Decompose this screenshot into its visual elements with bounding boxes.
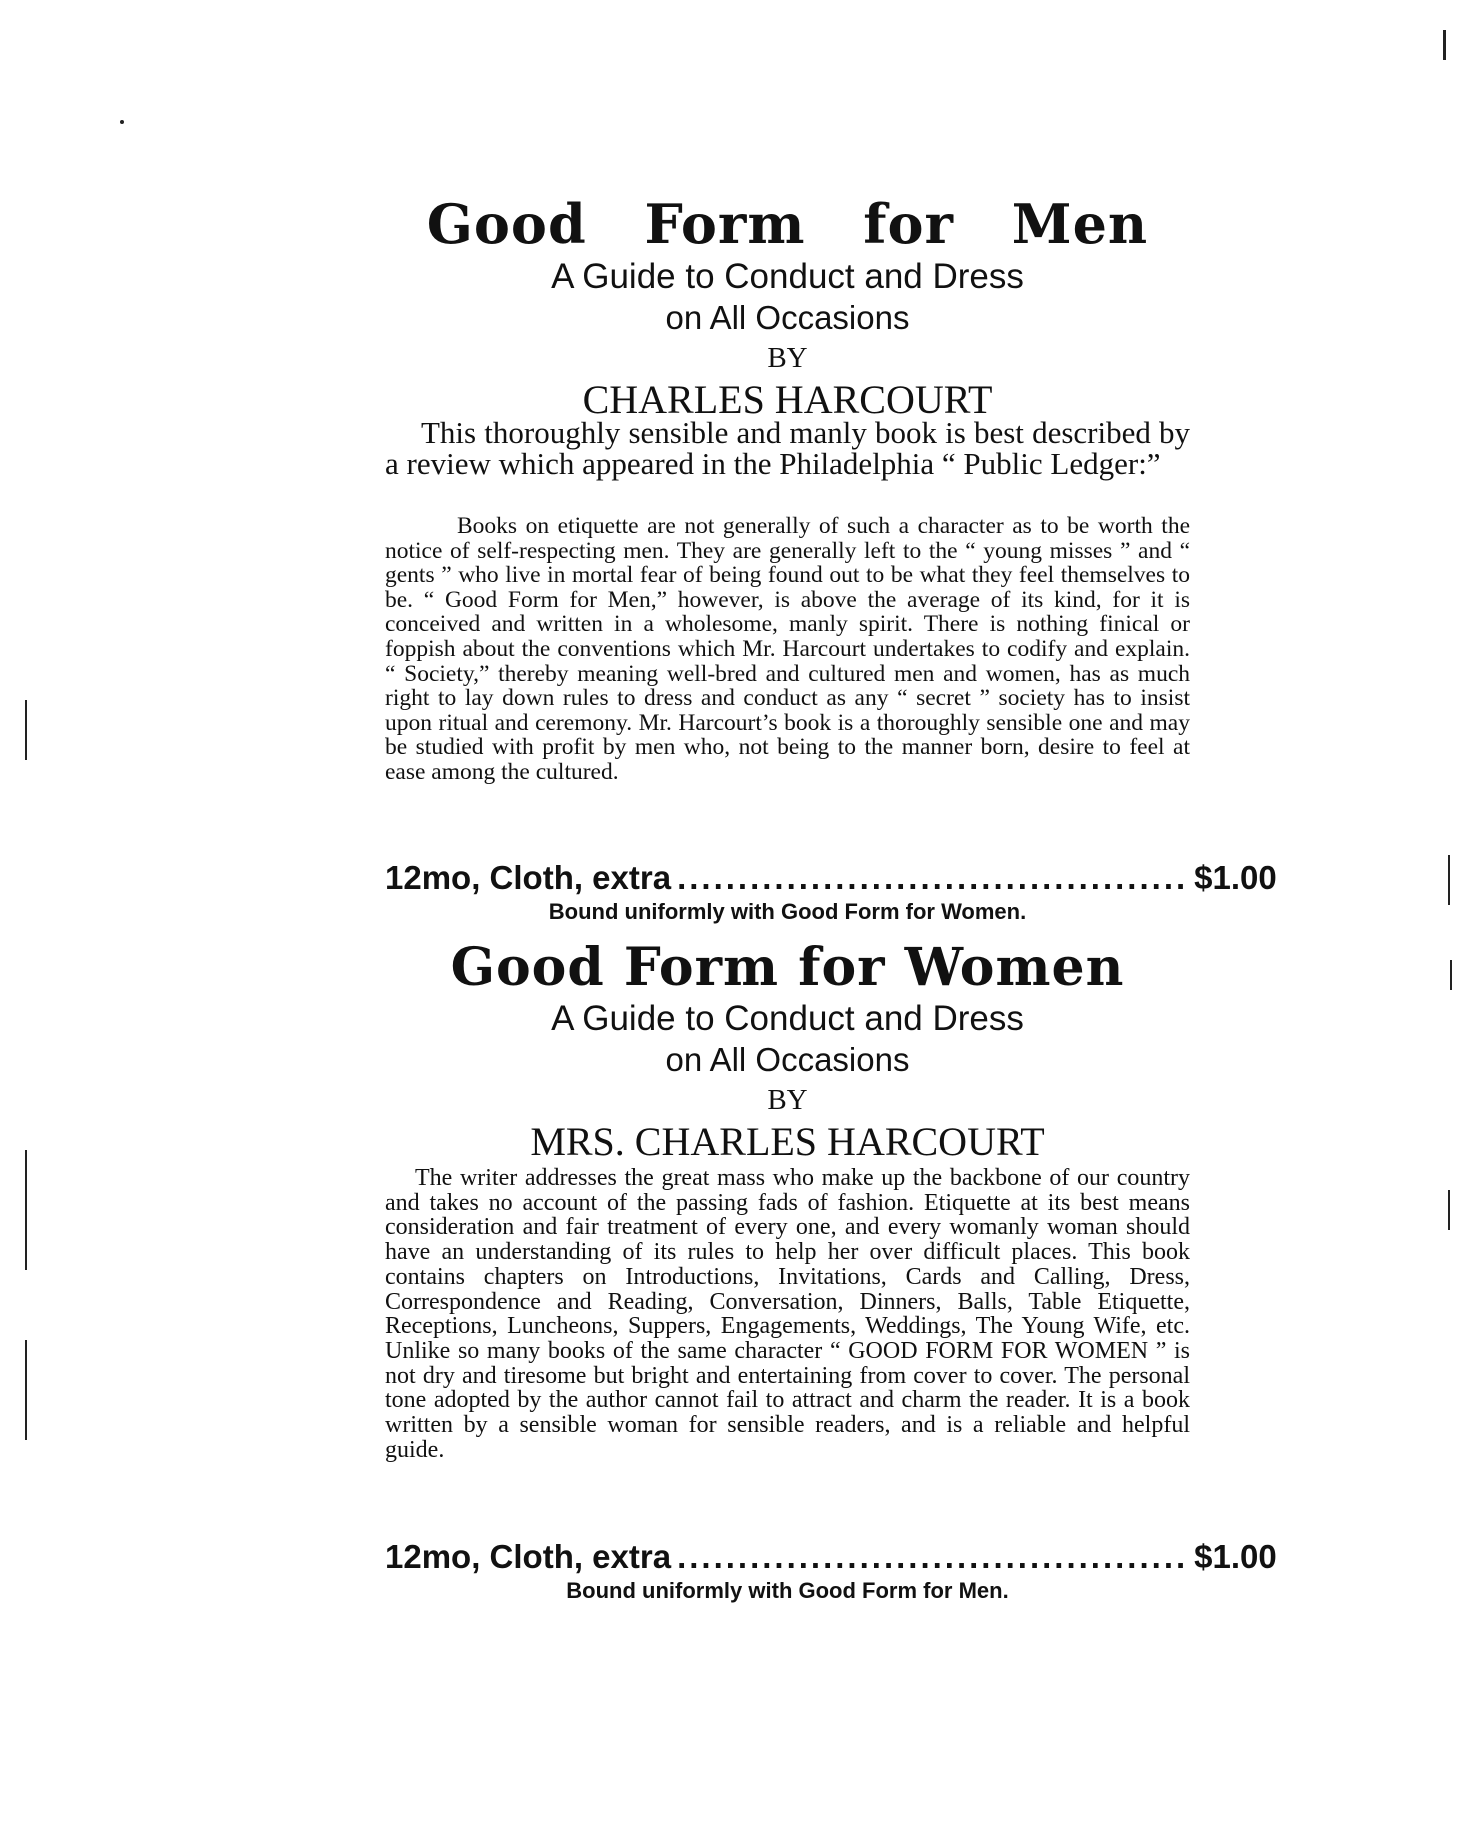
book-2-bound-note-wrap	[385, 1577, 1190, 1605]
book-2-price-row	[385, 1537, 1277, 1577]
book-1-title: Good Form for Men	[426, 192, 1149, 256]
scan-edge-mark	[25, 1150, 27, 1270]
book-2-title-block	[385, 937, 1190, 999]
book-2-title: Good Form for Women	[450, 937, 1125, 998]
book-1-subtitle	[385, 256, 1190, 338]
book-1-format: 12mo, Cloth, extra	[385, 859, 672, 896]
book-2-leader: ..........................................	[677, 1538, 1189, 1575]
book-2-subtitle-line2: on All Occasions	[665, 1041, 910, 1078]
scan-edge-mark	[1443, 30, 1446, 60]
book-2-author: MRS. CHARLES HARCOURT	[530, 1119, 1045, 1164]
book-1-price-row	[385, 858, 1277, 898]
book-1-review	[385, 514, 1190, 785]
book-1-bound-note: Bound uniformly with Good Form for Women.	[548, 899, 1027, 924]
scan-edge-mark	[1448, 1190, 1450, 1230]
book-1-author: CHARLES HARCOURT	[582, 377, 993, 422]
book-1-review-text: Books on etiquette are not generally of such a character as to be worth the notice of self-respecting men. They are generally left to the “ young misses ” and “ gents ” who live in mortal fear of being found out to be what they feel themselves to be. “ Good Form for Men,” however, is above the average of its kind, for it is conceived and written in a wholesome, manly spirit. There is nothing finical or foppish about the conventions which Mr. Harcourt undertakes to codify and explain. “ Society,” thereby meaning well-bred and cultured men and women, has as much right to lay down rules to dress and conduct as any “ secret ” society has to insist upon ritual and ceremony. Mr. Harcourt’s book is a thoroughly sensible one and may be studied with profit by men who, not being to the manner born, desire to feel at ease among the cultured.	[385, 513, 1190, 785]
book-1-subtitle-line2: on All Occasions	[665, 299, 910, 336]
book-2-by: BY	[767, 1084, 808, 1116]
book-2-byline	[385, 1081, 1190, 1165]
book-1-byline	[385, 339, 1190, 423]
scan-edge-mark	[25, 1340, 27, 1440]
scan-edge-mark	[1450, 960, 1452, 990]
book-1-intro	[385, 417, 1190, 479]
scan-edge-mark	[25, 700, 27, 760]
book-2-subtitle	[385, 998, 1190, 1080]
book-2-description	[385, 1166, 1190, 1462]
book-2-subtitle-line1: A Guide to Conduct and Dress	[551, 999, 1024, 1038]
scan-speck	[120, 120, 124, 124]
book-2-format: 12mo, Cloth, extra	[385, 1538, 672, 1575]
book-1-intro-text: This thoroughly sensible and manly book is best described by a review which appeared in the Philadelphia “ Public Ledger:”	[385, 415, 1190, 481]
book-1-by: BY	[767, 342, 808, 374]
book-2-bound-note: Bound uniformly with Good Form for Men.	[566, 1578, 1009, 1603]
book-1-bound-note-wrap	[385, 898, 1190, 926]
book-2-price: $1.00	[1194, 1538, 1277, 1575]
book-1-subtitle-line1: A Guide to Conduct and Dress	[551, 257, 1024, 296]
book-1-leader: ..........................................	[677, 859, 1189, 896]
book-1-price: $1.00	[1194, 859, 1277, 896]
book-2-description-text: The writer addresses the great mass who make up the backbone of our country and takes no account of the passing fads of fashion. Etiquette at its best means consideration and fair treatment of every one, and every womanly woman should have an understanding of its rules to help her over difficult places. This book contains chapters on Introductions, Invitations, Cards and Calling, Dress, Correspondence and Reading, Conversation, Dinners, Balls, Table Etiquette, Receptions, Luncheons, Suppers, Engagements, Weddings, The Young Wife, etc. Unlike so many books of the same character “ GOOD FORM FOR WOMEN ” is not dry and tiresome but bright and entertaining from cover to cover. The personal tone adopted by the author cannot fail to attract and charm the reader. It is a book written by a sensible woman for sensible readers, and is a reliable and helpful guide.	[385, 1165, 1190, 1463]
scan-edge-mark	[1448, 855, 1450, 905]
book-1-title-block	[385, 193, 1190, 255]
